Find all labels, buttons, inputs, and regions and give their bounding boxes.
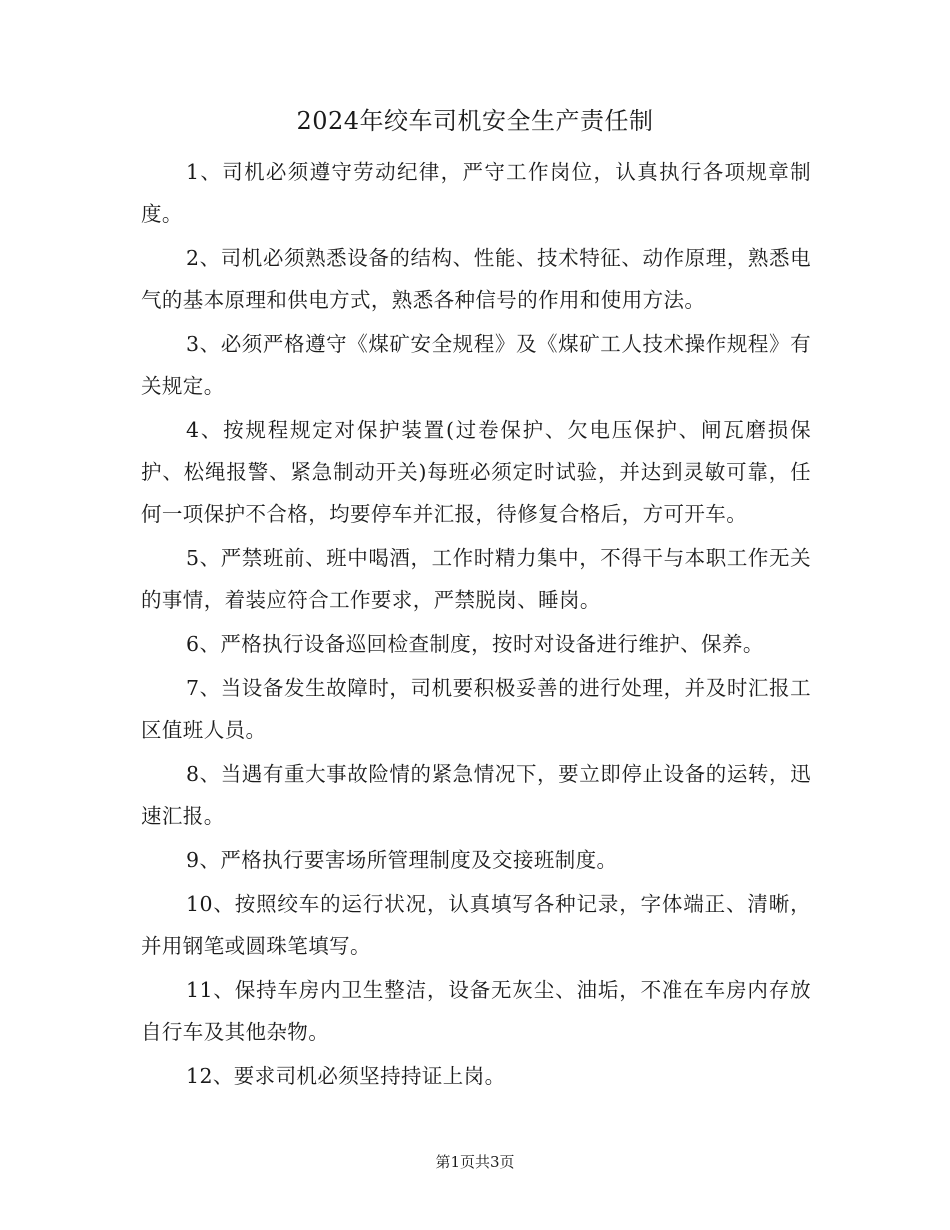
paragraph-4: 4、按规程规定对保护装置(过卷保护、欠电压保护、闸瓦磨损保护、松绳报警、紧急制动开关)每班必须定时试验，并达到灵敏可靠，任何一项保护不合格，均要停车并汇报，待修复合格后，方可开车。 [141,418,811,526]
paragraph-12: 12、要求司机必须坚持持证上岗。 [186,1064,506,1088]
paragraph-2: 2、司机必须熟悉设备的结构、性能、技术特征、动作原理，熟悉电气的基本原理和供电方式，熟悉各种信号的作用和使用方法。 [141,246,811,312]
paragraph-1: 1、司机必须遵守劳动纪律，严守工作岗位，认真执行各项规章制度。 [141,160,811,226]
page-number-footer: 第1页共3页 [435,1153,515,1171]
paragraph-5: 5、严禁班前、班中喝酒，工作时精力集中，不得干与本职工作无关的事情，着装应符合工作要求，严禁脱岗、睡岗。 [141,546,811,612]
paragraph-6: 6、严格执行设备巡回检查制度，按时对设备进行维护、保养。 [186,632,764,656]
paragraph-7: 7、当设备发生故障时，司机要积极妥善的进行处理，并及时汇报工区值班人员。 [141,676,811,742]
paragraph-3: 3、必须严格遵守《煤矿安全规程》及《煤矿工人技术操作规程》有关规定。 [141,332,811,398]
paragraph-10: 10、按照绞车的运行状况，认真填写各种记录，字体端正、清晰，并用钢笔或圆珠笔填写。 [141,892,811,958]
paragraph-11: 11、保持车房内卫生整洁，设备无灰尘、油垢，不准在车房内存放自行车及其他杂物。 [141,978,811,1044]
paragraph-9: 9、严格执行要害场所管理制度及交接班制度。 [186,848,618,872]
paragraph-8: 8、当遇有重大事故险情的紧急情况下，要立即停止设备的运转，迅速汇报。 [141,762,811,828]
document-body [141,151,811,1099]
document-title: 2024年绞车司机安全生产责任制 [296,107,654,135]
